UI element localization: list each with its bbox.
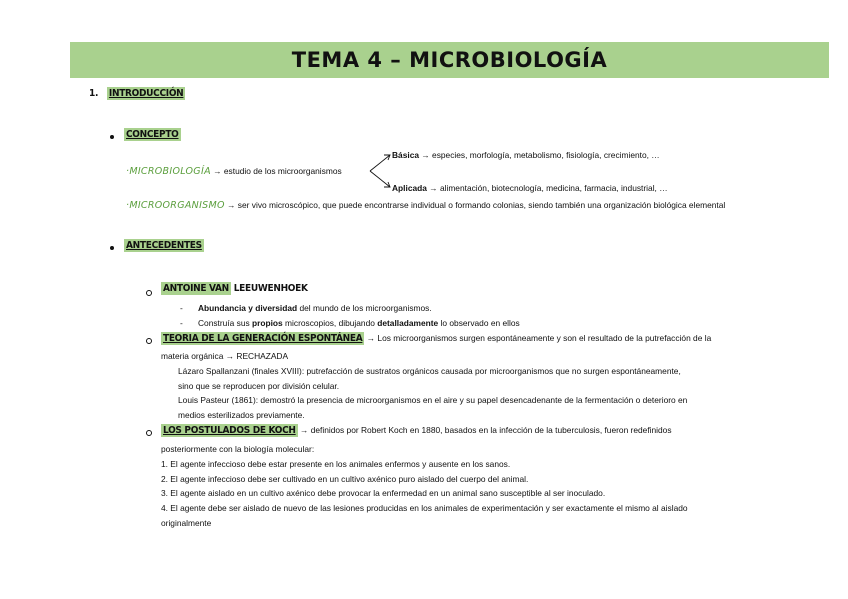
microbiologia-term: ·MICROBIOLOGÍA <box>126 166 211 177</box>
leeuwenhoek-heading <box>161 283 308 294</box>
dash: - <box>180 303 183 313</box>
leeuwenhoek-name-rest: LEEUWENHOEK <box>230 283 308 294</box>
branch-arrows-icon <box>368 152 394 190</box>
microorganismo-line <box>126 200 725 211</box>
leeuwenhoek-item-2 <box>198 318 520 328</box>
antecedentes-heading <box>124 240 204 251</box>
koch-text: → definidos por Robert Koch en 1880, basados en la infección de la tuberculosis, fueron redefinidos <box>297 425 672 435</box>
basica-line <box>392 150 660 160</box>
spallanzani-line-1: Lázaro Spallanzani (finales XVIII): putrefacción de sustratos orgánicos causada por microorganismos que no surgen espontáneamente, <box>178 366 681 376</box>
microorganismo-term: ·MICROORGANISMO <box>126 200 225 211</box>
section-number: 1. <box>89 88 99 99</box>
generacion-line-1 <box>161 333 711 344</box>
microbiologia-line <box>126 166 342 177</box>
bold-text: Abundancia y diversidad <box>198 303 298 313</box>
bold-text: detalladamente <box>377 318 439 328</box>
koch-postulate-4b: originalmente <box>161 518 212 528</box>
generacion-text: → Los microorganismos surgen espontáneamente y son el resultado de la putrefacción de la <box>364 333 712 343</box>
generacion-line-2: materia orgánica → RECHAZADA <box>161 351 289 361</box>
plain-text: lo observado en ellos <box>438 318 520 328</box>
microorganismo-def: → ser vivo microscópico, que puede encontrarse individual o formando colonias, siendo también una organización biológica elemental <box>224 200 726 210</box>
koch-line-1 <box>161 425 672 436</box>
section-heading <box>89 88 185 99</box>
pasteur-line-2: medios esterilizados previamente. <box>178 410 305 420</box>
pasteur-line-1: Louis Pasteur (1861): demostró la presencia de microorganismos en el aire y su papel desencadenante de la fermentación o deterioro en <box>178 395 688 405</box>
bullet-circle <box>146 430 152 436</box>
koch-postulate-2: 2. El agente infeccioso debe ser cultivado en un cultivo axénico puro aislado del cuerpo del animal. <box>161 474 529 484</box>
dash: - <box>180 318 183 328</box>
basica-label: Básica <box>392 150 420 160</box>
leeuwenhoek-name-highlight: ANTOINE VAN <box>163 283 229 294</box>
leeuwenhoek-item-1 <box>198 303 432 313</box>
koch-postulate-1: 1. El agente infeccioso debe estar presente en los animales enfermos y ausente en los sanos. <box>161 459 511 469</box>
aplicada-label: Aplicada <box>392 183 427 193</box>
section-title: INTRODUCCIÓN <box>108 88 184 99</box>
page-title: TEMA 4 – MICROBIOLOGÍA <box>291 48 608 72</box>
antecedentes-heading-text: ANTECEDENTES <box>126 240 202 251</box>
koch-line-2: posteriormente con la biología molecular: <box>161 444 315 454</box>
basica-text: → especies, morfología, metabolismo, fisiología, crecimiento, … <box>419 150 660 160</box>
bullet-dot <box>110 246 114 250</box>
bullet-dot <box>110 135 114 139</box>
plain-text: microscopios, dibujando <box>282 318 378 328</box>
koch-postulate-3: 3. El agente aislado en un cultivo axénico debe provocar la enfermedad en un animal sano susceptible al ser inoculado. <box>161 488 606 498</box>
generacion-heading: TEORIA DE LA GENERACIÓN ESPONTÁNEA <box>163 333 363 344</box>
plain-text: del mundo de los microorganismos. <box>297 303 432 313</box>
koch-postulate-4a: 4. El agente debe ser aislado de nuevo de las lesiones producidas en los animales de experimentación y ser exactamente el mismo al aislado <box>161 503 688 513</box>
concepto-heading <box>124 129 181 140</box>
koch-heading: LOS POSTULADOS DE KOCH <box>163 425 296 436</box>
bold-text: propios <box>252 318 283 328</box>
microbiologia-def: → estudio de los microorganismos <box>210 166 342 176</box>
bullet-circle <box>146 290 152 296</box>
aplicada-line <box>392 183 668 193</box>
plain-text: Construía sus <box>198 318 252 328</box>
spallanzani-line-2: sino que se reproducen por división celular. <box>178 381 340 391</box>
concepto-heading-text: CONCEPTO <box>126 129 179 140</box>
bullet-circle <box>146 338 152 344</box>
aplicada-text: → alimentación, biotecnología, medicina, farmacia, industrial, … <box>426 183 668 193</box>
